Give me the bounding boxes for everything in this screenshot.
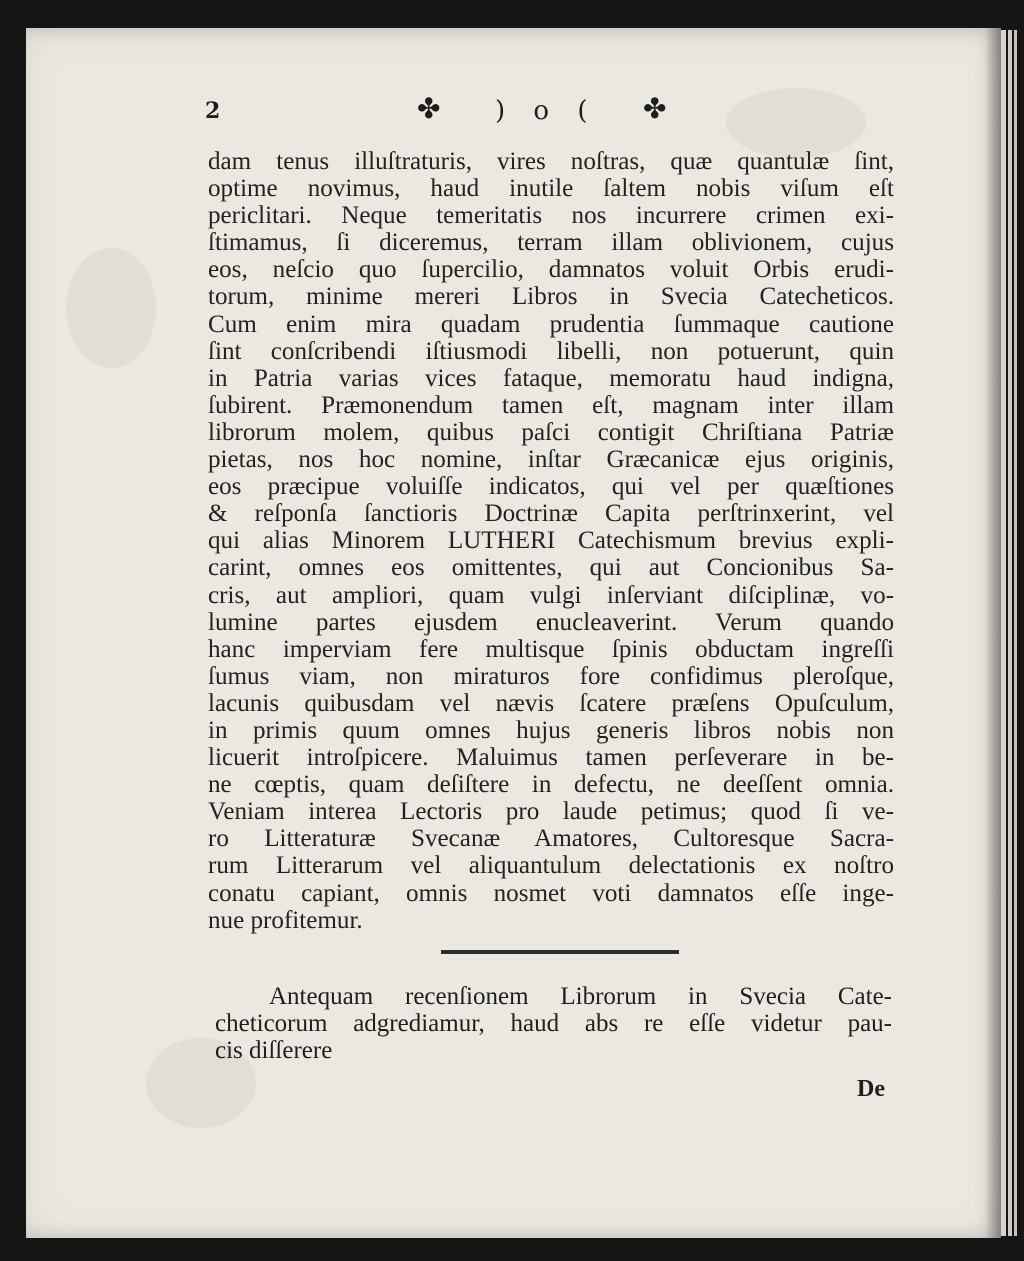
text-line: cris, aut ampliori, quam vulgi inſerviant diſciplinæ, vo- (208, 581, 894, 609)
text-line: carint, omnes eos omittentes, qui aut Concionibus Sa- (208, 554, 894, 582)
text-line: ſtimamus, ſi diceremus, terram illam oblivionem, cujus (208, 229, 894, 257)
text-line: cheticorum adgrediamur, haud abs re eſſe videtur pau- (215, 1010, 892, 1037)
catchword: De (857, 1076, 885, 1102)
text-line: periclitari. Neque temeritatis nos incurrere crimen exi- (208, 202, 894, 230)
text-line: optime novimus, haud inutile ſaltem nobis viſum eſt (208, 175, 894, 203)
text-line: Antequam recenſionem Librorum in Svecia Cate- (269, 983, 892, 1010)
text-line: lacunis quibusdam vel nævis ſcatere præſens Opuſculum, (208, 689, 894, 717)
text-line: qui alias Minorem LUTHERI Catechismum brevius expli- (208, 527, 894, 555)
paragraph-body (208, 148, 894, 934)
text-line: ne cœptis, quam deſiſtere in defectu, ne deeſſent omnia. (208, 771, 894, 799)
fleuron-ornament-icon: ✤ (643, 92, 667, 125)
text-line: librorum molem, quibus paſci contigit Chriſtiana Patriæ (208, 418, 894, 446)
text-line: licuerit introſpicere. Maluimus tamen perſeverare in be- (208, 744, 894, 772)
page-edge (1001, 30, 1006, 1236)
text-line: eos, neſcio quo ſupercilio, damnatos voluit Orbis erudi- (208, 256, 894, 284)
text-line: ſubirent. Præmonendum tamen eſt, magnam inter illam (208, 391, 894, 419)
text-line: Veniam interea Lectoris pro laude petimus; quod ſi ve- (208, 798, 894, 826)
text-line: & reſponſa ſanctioris Doctrinæ Capita perſtrinxerint, vel (208, 500, 894, 528)
text-line: ro Litteraturæ Svecanæ Amatores, Cultoresque Sacra- (208, 825, 894, 853)
page-number: 2 (205, 98, 221, 124)
text-line: cis diſſerere (215, 1037, 333, 1064)
text-line: rum Litterarum vel aliquantulum delectationis ex noſtro (208, 852, 894, 880)
text-line: torum, minime mereri Libros in Svecia Catecheticos. (208, 283, 894, 311)
text-line: in primis quum omnes hujus generis libros nobis non (208, 716, 894, 744)
text-line: dam tenus illuſtraturis, vires noſtras, quæ quantulæ ſint, (208, 148, 894, 175)
text-line: nue profitemur. (208, 906, 363, 934)
text-line: lumine partes ejusdem enucleaverint. Verum quando (208, 608, 894, 636)
page-edge (1014, 30, 1017, 1236)
running-mark: ) o ( (495, 96, 598, 126)
page-edge (1008, 30, 1012, 1236)
text-line: pietas, nos hoc nomine, inſtar Græcanicæ ejus originis, (208, 446, 894, 474)
section-divider-rule (441, 950, 679, 954)
text-line: hanc imperviam fere multisque ſpinis obductam ingreſſi (208, 635, 894, 663)
text-line: ſint conſcribendi iſtiusmodi libelli, non potuerunt, quin (208, 337, 894, 365)
fleuron-ornament-icon: ✤ (417, 92, 441, 125)
text-line: in Patria varias vices fataque, memoratu haud indigna, (208, 364, 894, 392)
text-line: Cum enim mira quadam prudentia ſummaque cautione (208, 310, 894, 338)
section-intro-paragraph (215, 983, 892, 1064)
running-head (205, 92, 685, 128)
paper-stain (66, 248, 156, 368)
text-line: conatu capiant, omnis nosmet voti damnatos eſſe inge- (208, 879, 894, 907)
text-line: eos præcipue voluiſſe indicatos, qui vel per quæſtiones (208, 473, 894, 501)
text-line: ſumus viam, non miraturos fore confidimus pleroſque, (208, 662, 894, 690)
